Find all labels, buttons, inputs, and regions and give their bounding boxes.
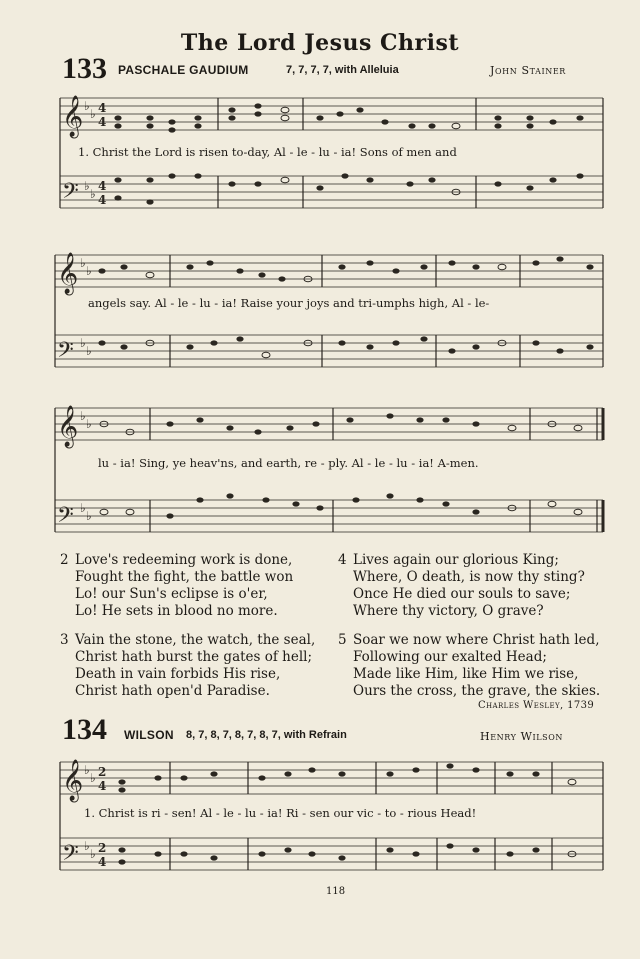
svg-text:𝄢: 𝄢 [62,179,79,209]
svg-text:4: 4 [98,779,107,793]
svg-text:♭: ♭ [90,187,96,201]
svg-text:4: 4 [98,101,107,115]
composer-133: John Stainer [490,64,566,77]
svg-text:♭: ♭ [84,839,90,853]
svg-text:♭: ♭ [90,771,96,785]
staff-lines [55,98,603,870]
verse-line: Lo! He sets in blood no more. [75,603,278,619]
svg-text:♭: ♭ [80,336,86,350]
svg-text:𝄢: 𝄢 [57,503,74,533]
verse-line: Where, O death, is now thy sting? [353,569,585,585]
svg-text:2: 2 [98,841,107,855]
svg-text:𝄞: 𝄞 [62,760,84,801]
svg-text:♭: ♭ [86,509,92,523]
svg-text:4: 4 [98,179,107,193]
svg-text:♭: ♭ [84,179,90,193]
svg-text:4: 4 [98,115,107,129]
verse-number: 3 [60,632,69,648]
svg-text:♭: ♭ [86,344,92,358]
svg-text:♭: ♭ [90,107,96,121]
verse-line: Ours the cross, the grave, the skies. [353,683,601,699]
verse-line: Fought the fight, the battle won [75,569,294,585]
author-credit: Charles Wesley, 1739 [478,700,595,711]
verse-line: Lo! our Sun's eclipse is o'er, [75,586,268,602]
lyric-line-2: angels say. Al - le - lu - ia! Raise your joys and tri-umphs high, Al - le- [88,296,490,310]
verse-line: Lives again our glorious King; [353,552,559,568]
verse-line: Where thy victory, O grave? [353,603,544,619]
verse-number: 2 [60,552,69,568]
verse-number: 4 [338,552,347,568]
svg-text:♭: ♭ [80,409,86,423]
composer-134: Henry Wilson [480,730,564,743]
svg-text:𝄞: 𝄞 [62,96,84,137]
svg-text:♭: ♭ [84,763,90,777]
lyric-line-134: 1. Christ is ri - sen! Al - le - lu - ia! Ri - sen our vic - to - rious Head! [84,806,477,820]
svg-text:♭: ♭ [86,264,92,278]
tune-name-133: PASCHALE GAUDIUM [118,63,249,77]
verse-line: Christ hath burst the gates of hell; [75,649,313,665]
svg-text:♭: ♭ [84,99,90,113]
page-number: 118 [326,886,346,897]
svg-text:♭: ♭ [80,256,86,270]
svg-text:𝄢: 𝄢 [57,338,74,368]
lyric-line-1: 1. Christ the Lord is risen to-day, Al - le - lu - ia! Sons of men and [78,145,457,159]
svg-text:𝄞: 𝄞 [57,406,79,447]
svg-text:4: 4 [98,193,107,207]
hymn-number-134: 134 [62,713,107,746]
svg-text:𝄢: 𝄢 [62,841,79,871]
svg-text:2: 2 [98,765,107,779]
tune-name-134: WILSON [124,728,174,742]
svg-text:𝄞: 𝄞 [57,253,79,294]
svg-text:♭: ♭ [86,417,92,431]
meter-133: 7, 7, 7, 7, with Alleluia [286,64,399,76]
verse-line: Death in vain forbids His rise, [75,666,281,682]
verse-line: Made like Him, like Him we rise, [353,666,579,682]
verse-line: Following our exalted Head; [353,649,547,665]
lyric-line-3: lu - ia! Sing, ye heav'ns, and earth, re - ply. Al - le - lu - ia! A-men. [98,456,479,470]
verse-line: Once He died our souls to save; [353,586,571,602]
svg-text:♭: ♭ [80,501,86,515]
verse-line: Vain the stone, the watch, the seal, [75,632,316,648]
note-heads [98,103,593,864]
bar-lines [55,98,603,870]
svg-text:♭: ♭ [90,847,96,861]
verse-line: Soar we now where Christ hath led, [353,632,600,648]
hymn-number-133: 133 [62,52,107,85]
section-title: The Lord Jesus Christ [180,30,460,56]
svg-text:4: 4 [98,855,107,869]
verse-line: Love's redeeming work is done, [75,552,293,568]
verse-number: 5 [338,632,347,648]
verse-line: Christ hath open'd Paradise. [75,683,270,699]
meter-134: 8, 7, 8, 7, 8, 7, 8, 7, with Refrain [186,729,347,741]
